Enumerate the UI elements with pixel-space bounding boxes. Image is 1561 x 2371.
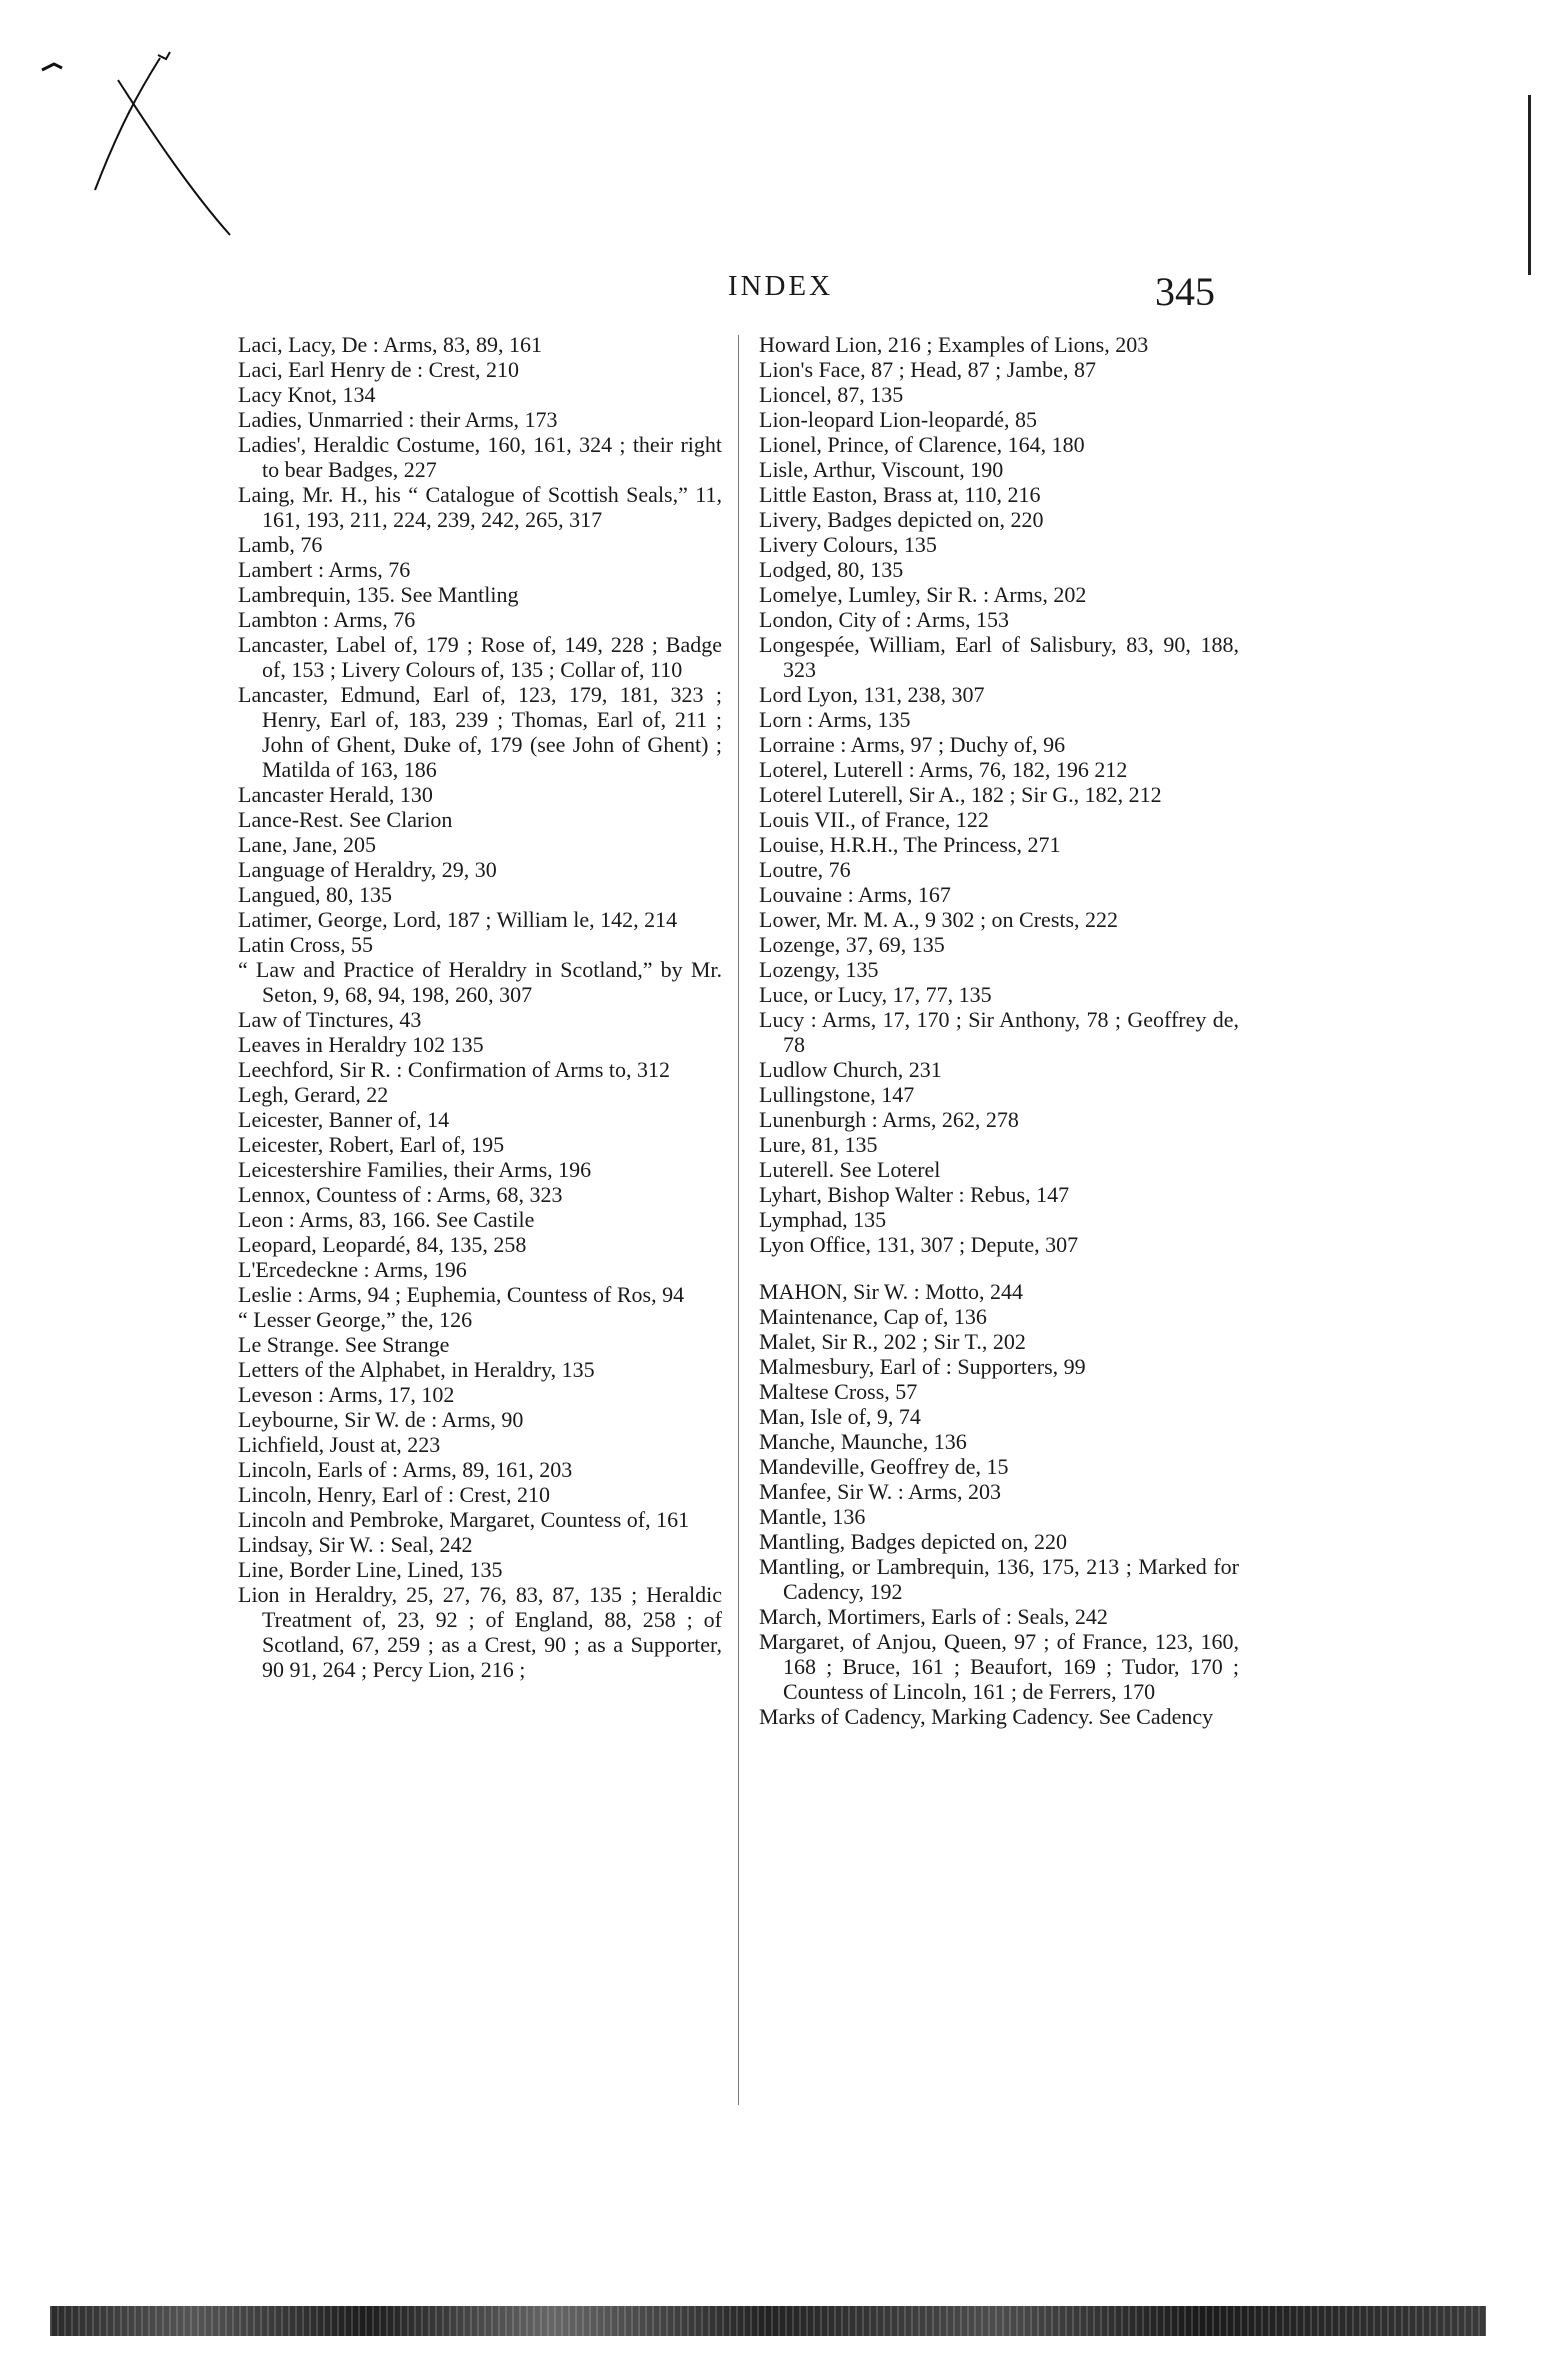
index-entry: Louvaine : Arms, 167 [759, 882, 951, 907]
index-entry: Le Strange. See Strange [238, 1332, 450, 1357]
index-entry: Longespée, William, Earl of Salisbury, 83, 90, 188, 323 [759, 632, 1239, 682]
index-entry: London, City of : Arms, 153 [759, 607, 1009, 632]
index-entry: Ladies', Heraldic Costume, 160, 161, 324 ; their right to bear Badges, 227 [238, 432, 722, 482]
index-entry: Leicester, Robert, Earl of, 195 [238, 1132, 505, 1157]
index-entry: Leopard, Leopardé, 84, 135, 258 [238, 1232, 527, 1257]
index-entry: Lindsay, Sir W. : Seal, 242 [238, 1532, 473, 1557]
index-entry: Lichfield, Joust at, 223 [238, 1432, 441, 1457]
index-entry: Louise, H.R.H., The Princess, 271 [759, 832, 1061, 857]
index-entry: Loterel Luterell, Sir A., 182 ; Sir G., 182, 212 [759, 782, 1162, 807]
index-entry: Lincoln and Pembroke, Margaret, Countess of, 161 [238, 1507, 690, 1532]
index-entry: Lincoln, Henry, Earl of : Crest, 210 [238, 1482, 550, 1507]
index-entry: Lambert : Arms, 76 [238, 557, 411, 582]
index-entry: Lion in Heraldry, 25, 27, 76, 83, 87, 135 ; Heraldic Treatment of, 23, 92 ; of England, 88, 258 ; of Scotland, 67, 259 ; as a Crest, 90 ; as a Supporter, 90 91, 264 ; Percy Lion, 216 ; [238, 1582, 722, 1682]
index-entry: Leybourne, Sir W. de : Arms, 90 [238, 1407, 524, 1432]
index-entry: Lionel, Prince, of Clarence, 164, 180 [759, 432, 1085, 457]
index-entry: Leaves in Heraldry 102 135 [238, 1032, 484, 1057]
index-entry: L'Ercedeckne : Arms, 196 [238, 1257, 467, 1282]
index-entry: Lioncel, 87, 135 [759, 382, 904, 407]
index-entry: Maintenance, Cap of, 136 [759, 1304, 987, 1329]
index-entry: Lancaster, Label of, 179 ; Rose of, 149, 228 ; Badge of, 153 ; Livery Colours of, 135 ; Collar of, 110 [238, 632, 722, 682]
index-entry: Latimer, George, Lord, 187 ; William le, 142, 214 [238, 907, 678, 932]
index-entry: Lyhart, Bishop Walter : Rebus, 147 [759, 1182, 1070, 1207]
index-entry: Line, Border Line, Lined, 135 [238, 1557, 503, 1582]
index-entry: Manfee, Sir W. : Arms, 203 [759, 1479, 1001, 1504]
index-entry: Lane, Jane, 205 [238, 832, 377, 857]
index-entry: Lambton : Arms, 76 [238, 607, 416, 632]
index-entry: Lincoln, Earls of : Arms, 89, 161, 203 [238, 1457, 573, 1482]
index-entry: Manche, Maunche, 136 [759, 1429, 967, 1454]
index-entry: Loutre, 76 [759, 857, 851, 882]
corner-x-mark [40, 50, 240, 240]
index-entry: Ladies, Unmarried : their Arms, 173 [238, 407, 558, 432]
index-entry: Mantling, Badges depicted on, 220 [759, 1529, 1067, 1554]
index-entry: Luterell. See Loterel [759, 1157, 941, 1182]
index-entry: Loterel, Luterell : Arms, 76, 182, 196 212 [759, 757, 1128, 782]
index-column-left [238, 332, 722, 1682]
margin-rule [1528, 95, 1531, 275]
index-entry: Language of Heraldry, 29, 30 [238, 857, 497, 882]
index-entry: Lion-leopard Lion-leopardé, 85 [759, 407, 1037, 432]
index-entry: Leon : Arms, 83, 166. See Castile [238, 1207, 535, 1232]
index-entry: March, Mortimers, Earls of : Seals, 242 [759, 1604, 1108, 1629]
index-entry: Laing, Mr. H., his “ Catalogue of Scottish Seals,” 11, 161, 193, 211, 224, 239, 242, 265, 317 [238, 482, 722, 532]
index-entry: Langued, 80, 135 [238, 882, 392, 907]
index-entry: Lamb, 76 [238, 532, 323, 557]
index-entry: Lancaster Herald, 130 [238, 782, 433, 807]
page-number: 345 [1155, 269, 1215, 314]
index-entry: “ Law and Practice of Heraldry in Scotland,” by Mr. Seton, 9, 68, 94, 198, 260, 307 [238, 957, 722, 1007]
index-entry: Lomelye, Lumley, Sir R. : Arms, 202 [759, 582, 1087, 607]
scan-edge-strip [50, 2306, 1486, 2336]
index-entry: Laci, Earl Henry de : Crest, 210 [238, 357, 520, 382]
index-entry: Marks of Cadency, Marking Cadency. See Cadency [759, 1704, 1214, 1729]
index-entry: Lozenge, 37, 69, 135 [759, 932, 945, 957]
index-entry: Luce, or Lucy, 17, 77, 135 [759, 982, 992, 1007]
index-entry: Lymphad, 135 [759, 1207, 887, 1232]
index-entry: Leicestershire Families, their Arms, 196 [238, 1157, 592, 1182]
index-entry: Lozengy, 135 [759, 957, 879, 982]
index-entry: Howard Lion, 216 ; Examples of Lions, 203 [759, 332, 1149, 357]
index-entry: Ludlow Church, 231 [759, 1057, 942, 1082]
index-entry: Mantle, 136 [759, 1504, 866, 1529]
index-entry: Lion's Face, 87 ; Head, 87 ; Jambe, 87 [759, 357, 1096, 382]
page-title: INDEX [727, 270, 834, 302]
index-column-right [759, 332, 1239, 1729]
index-entry: Lucy : Arms, 17, 170 ; Sir Anthony, 78 ; Geoffrey de, 78 [759, 1007, 1239, 1057]
index-entry: Letters of the Alphabet, in Heraldry, 135 [238, 1357, 595, 1382]
index-entry: Margaret, of Anjou, Queen, 97 ; of France, 123, 160, 168 ; Bruce, 161 ; Beaufort, 169 ; Tudor, 170 ; Countess of Lincoln, 161 ; de Ferrers, 170 [759, 1629, 1239, 1704]
index-entry: Lower, Mr. M. A., 9 302 ; on Crests, 222 [759, 907, 1119, 932]
index-entry: Maltese Cross, 57 [759, 1379, 918, 1404]
index-entry: Malmesbury, Earl of : Supporters, 99 [759, 1354, 1086, 1379]
index-entry: Livery Colours, 135 [759, 532, 937, 557]
column-divider [738, 335, 739, 2105]
index-entry: Lullingstone, 147 [759, 1082, 915, 1107]
index-entry: Lennox, Countess of : Arms, 68, 323 [238, 1182, 563, 1207]
index-entry: Louis VII., of France, 122 [759, 807, 989, 832]
index-entry: Lodged, 80, 135 [759, 557, 904, 582]
index-entry: Man, Isle of, 9, 74 [759, 1404, 921, 1429]
index-entry: Laci, Lacy, De : Arms, 83, 89, 161 [238, 332, 543, 357]
index-entry: Malet, Sir R., 202 ; Sir T., 202 [759, 1329, 1026, 1354]
index-entry: Little Easton, Brass at, 110, 216 [759, 482, 1041, 507]
index-entry: “ Lesser George,” the, 126 [238, 1307, 473, 1332]
index-entry: Lord Lyon, 131, 238, 307 [759, 682, 985, 707]
index-entry: Latin Cross, 55 [238, 932, 374, 957]
index-entry: Leveson : Arms, 17, 102 [238, 1382, 455, 1407]
index-entry: Lyon Office, 131, 307 ; Depute, 307 [759, 1232, 1079, 1257]
index-entry: Legh, Gerard, 22 [238, 1082, 389, 1107]
index-entry: Lacy Knot, 134 [238, 382, 376, 407]
index-entry: Lisle, Arthur, Viscount, 190 [759, 457, 1004, 482]
index-entry: Lure, 81, 135 [759, 1132, 878, 1157]
index-entry: Leicester, Banner of, 14 [238, 1107, 450, 1132]
index-entry: Mantling, or Lambrequin, 136, 175, 213 ; Marked for Cadency, 192 [759, 1554, 1239, 1604]
index-entry: Lambrequin, 135. See Mantling [238, 582, 519, 607]
index-entry: Lorraine : Arms, 97 ; Duchy of, 96 [759, 732, 1066, 757]
index-entry: Leechford, Sir R. : Confirmation of Arms to, 312 [238, 1057, 670, 1082]
index-entry: Lunenburgh : Arms, 262, 278 [759, 1107, 1019, 1132]
index-entry: Lance-Rest. See Clarion [238, 807, 453, 832]
index-entry: Leslie : Arms, 94 ; Euphemia, Countess of Ros, 94 [238, 1282, 685, 1307]
index-entry: Lorn : Arms, 135 [759, 707, 911, 732]
index-entry: Livery, Badges depicted on, 220 [759, 507, 1044, 532]
index-entry: Lancaster, Edmund, Earl of, 123, 179, 181, 323 ; Henry, Earl of, 183, 239 ; Thomas, Earl of, 211 ; John of Ghent, Duke of, 179 (see John of Ghent) ; Matilda of 163, 186 [238, 682, 722, 782]
index-entry: Mandeville, Geoffrey de, 15 [759, 1454, 1009, 1479]
index-entry: MAHON, Sir W. : Motto, 244 [759, 1279, 1024, 1304]
index-entry: Law of Tinctures, 43 [238, 1007, 422, 1032]
